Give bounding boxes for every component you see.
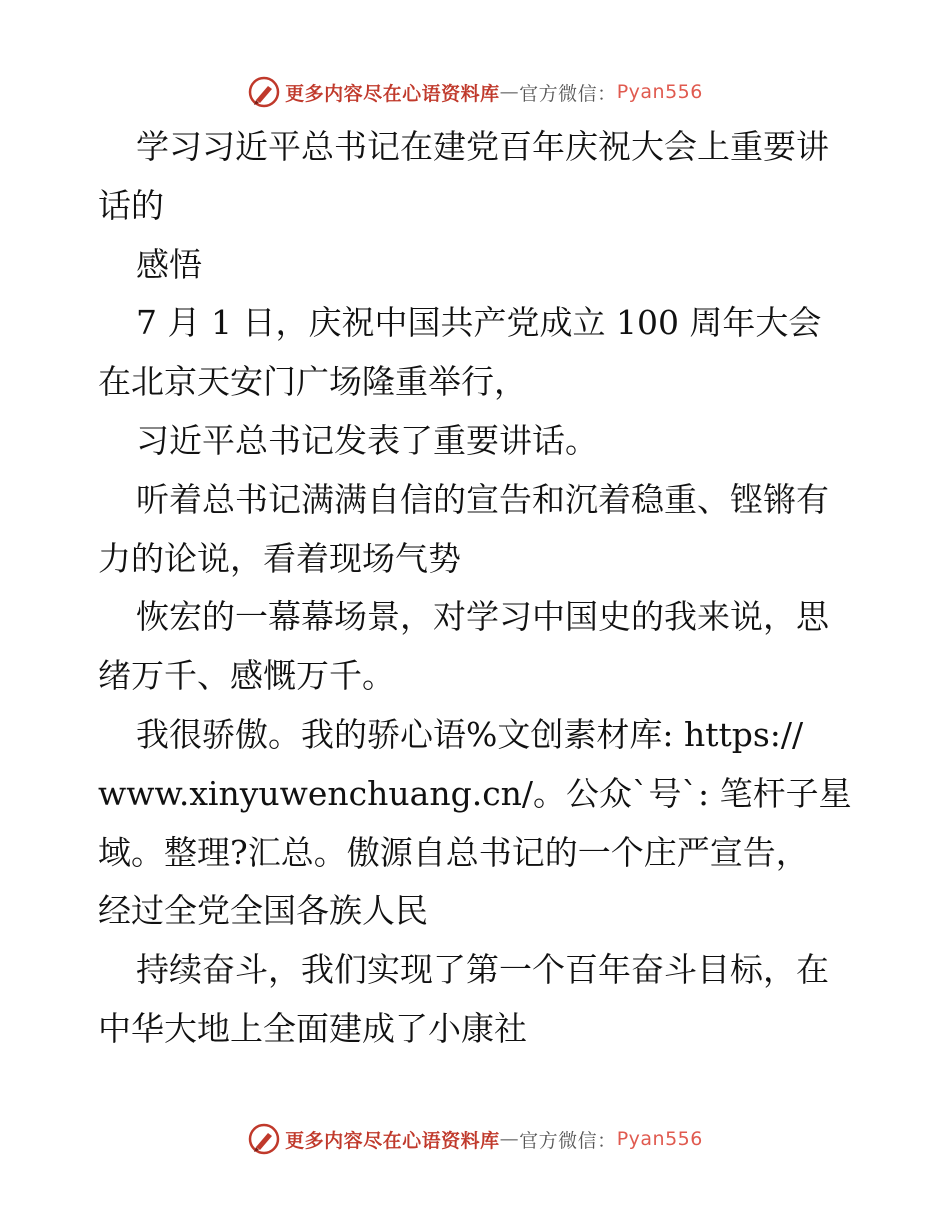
document-body — [98, 118, 858, 1059]
text-line: 持续奋斗，我们实现了第一个百年奋斗目标，在 — [136, 950, 829, 990]
text-line: 中华大地上全面建成了小康社 — [98, 1008, 527, 1048]
text-line: 经过全党全国各族人民 — [98, 891, 428, 931]
pen-logo-icon — [247, 75, 281, 109]
text-line: 绪万千、感慨万千。 — [98, 656, 395, 696]
text-line: 域。整理?汇总。傲源自总书记的一个庄严宣告， — [98, 832, 809, 872]
text-line: 力的论说，看着现场气势 — [98, 538, 461, 578]
footer-wechat-id: Pyan556 — [616, 1128, 703, 1150]
text-line: 感悟 — [136, 244, 202, 284]
text-line: 话的 — [98, 185, 164, 225]
header-dash: — — [499, 81, 520, 103]
header-wechat-id: Pyan556 — [616, 81, 703, 103]
text-line: 我很骄傲。我的骄心语%文创素材库: https:// — [136, 714, 804, 754]
footer-dash: — — [499, 1128, 520, 1150]
text-line: 听着总书记满满自信的宣告和沉着稳重、铿锵有 — [136, 479, 829, 519]
footer-official-label: 官方微信： — [519, 1129, 617, 1152]
footer-banner — [0, 1119, 950, 1159]
pen-logo-icon — [247, 1122, 281, 1156]
text-line: 恢宏的一幕幕场景，对学习中国史的我来说，思 — [136, 597, 829, 637]
text-line: 7 月 1 日，庆祝中国共产党成立 100 周年大会 — [136, 303, 822, 343]
header-official-label: 官方微信： — [519, 82, 617, 105]
header-banner — [0, 72, 950, 112]
text-line: 在北京天安门广场隆重举行， — [98, 362, 527, 402]
text-line: 学习习近平总书记在建党百年庆祝大会上重要讲 — [136, 127, 829, 166]
text-line: 习近平总书记发表了重要讲话。 — [136, 420, 598, 460]
text-line: www.xinyuwenchuang.cn/。公众`号`: 笔杆子星 — [98, 773, 852, 813]
header-site-text: 更多内容尽在心语资料库 — [285, 82, 500, 105]
footer-site-text: 更多内容尽在心语资料库 — [285, 1129, 500, 1152]
